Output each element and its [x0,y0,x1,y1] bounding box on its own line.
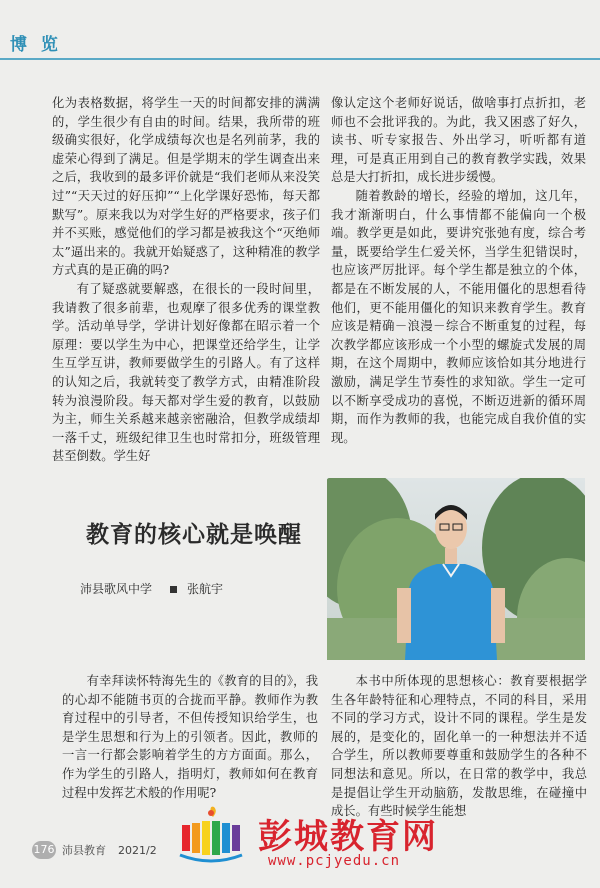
section-label: 博 览 [10,35,62,55]
author-name: 张航宇 [187,582,224,596]
magazine-name: 沛县教育 [62,844,106,857]
byline [80,580,320,597]
watermark-url: www.pcjyedu.cn [268,853,401,869]
header-divider [0,58,600,60]
article-left-column [62,672,318,802]
paragraph: 化为表格数据，将学生一天的时间都安排的满满的，学生很少有自由的时间。结果，我所带的班级确实很好，化学成绩每次也是名列前茅，我的虚荣心得到了满足。但是学期末的学生调查出来之后，我收到的最多评价就是“我们老师从来没笑过”“天天过的好压抑”“上化学课好恐怖，每天都默写”。原来我以为对学生好的严格要求，孩子们并不买账，感觉他们的学习都是被我这个“灭绝师太”逼出来的。我就开始疑惑了，这种精准的教学方式真的是正确的吗? [52,96,320,278]
page-number: 176 [32,841,56,859]
article-title: 教育的核心就是唤醒 [86,522,302,548]
prev-article-left-column [52,94,320,466]
watermark-name: 彭城教育网 [258,817,438,857]
paragraph: 有幸拜读怀特海先生的《教育的目的》，我的心却不能随书页的合拢而平静。教师作为教育过程中的引导者，不但传授知识给学生，也是学生思想和行为上的引领者。因此，教师的一言一行都会影响着学生的方方面面。那么，作为学生的引路人，指明灯，教师如何在教育过程中发挥艺术般的作用呢? [62,674,318,800]
paragraph: 本书中所体现的思想核心：教育要根据学生各年龄特征和心理特点，不同的科目，采用不同的学习方式，设计不同的课程。学生是发展的，是变化的，固化单一的一种想法并不适合学生，所以教师要尊重和鼓励学生的各种不同想法和意见。所以，在日常的教学中，我总是提倡让学生开动脑筋，发散思维，在碰撞中成长。有些时候学生能想 [331,674,587,819]
square-bullet-icon [170,586,177,593]
article-right-column [331,672,587,821]
issue-number: 2021/2 [118,844,157,857]
author-photo [327,478,585,660]
paragraph: 像认定这个老师好说话，做啥事打点折扣，老师也不会批评我的。为此，我又困惑了好久，读书、听专家报告、外出学习，听听都有道理，可是真正用到自己的教育教学实践，效果总是大打折扣，成长进步缓慢。 [331,96,586,185]
book-logo-icon [176,805,246,865]
paragraph: 有了疑惑就要解惑，在很长的一段时间里，我请教了很多前辈，也观摩了很多优秀的课堂教学。活动单导学，学讲计划好像都在昭示着一个原理：要以学生为中心，把课堂还给学生，让学生互学互讲，教师要做学生的引路人。有了这样的认知之后，我就转变了教学方式，由精准阶段转为浪漫阶段。每天都对学生爱的教育，以鼓励为主，师生关系越来越亲密融洽，但教学成绩却一落千丈，班级纪律卫生也时常扣分，班级管理甚至倒数。学生好 [52,281,320,464]
paragraph: 随着教龄的增长，经验的增加，这几年，我才渐渐明白，什么事情都不能偏向一个极端。教学更是如此，要讲究张弛有度，综合考量，既要给学生仁爱关怀，当学生犯错误时，也应该严厉批评。每个学生都是独立的个体，都是在不断发展的人，不能用僵化的思想看待他们，更不能用僵化的知识来教育学生。教育应该是精确－浪漫－综合不断重复的过程，每次教学都应该形成一个小型的螺旋式发展的周期，在这个周期中，教师应该恰如其分地进行激励，满足学生节奏性的求知欲。学生一定可以不断享受成功的喜悦，不断迈进新的循环周期，而作为教师的我，也能完成自我价值的实现。 [331,188,586,445]
footer-info [62,842,169,858]
author-school: 沛县歌风中学 [80,582,153,596]
prev-article-right-column [331,94,586,447]
